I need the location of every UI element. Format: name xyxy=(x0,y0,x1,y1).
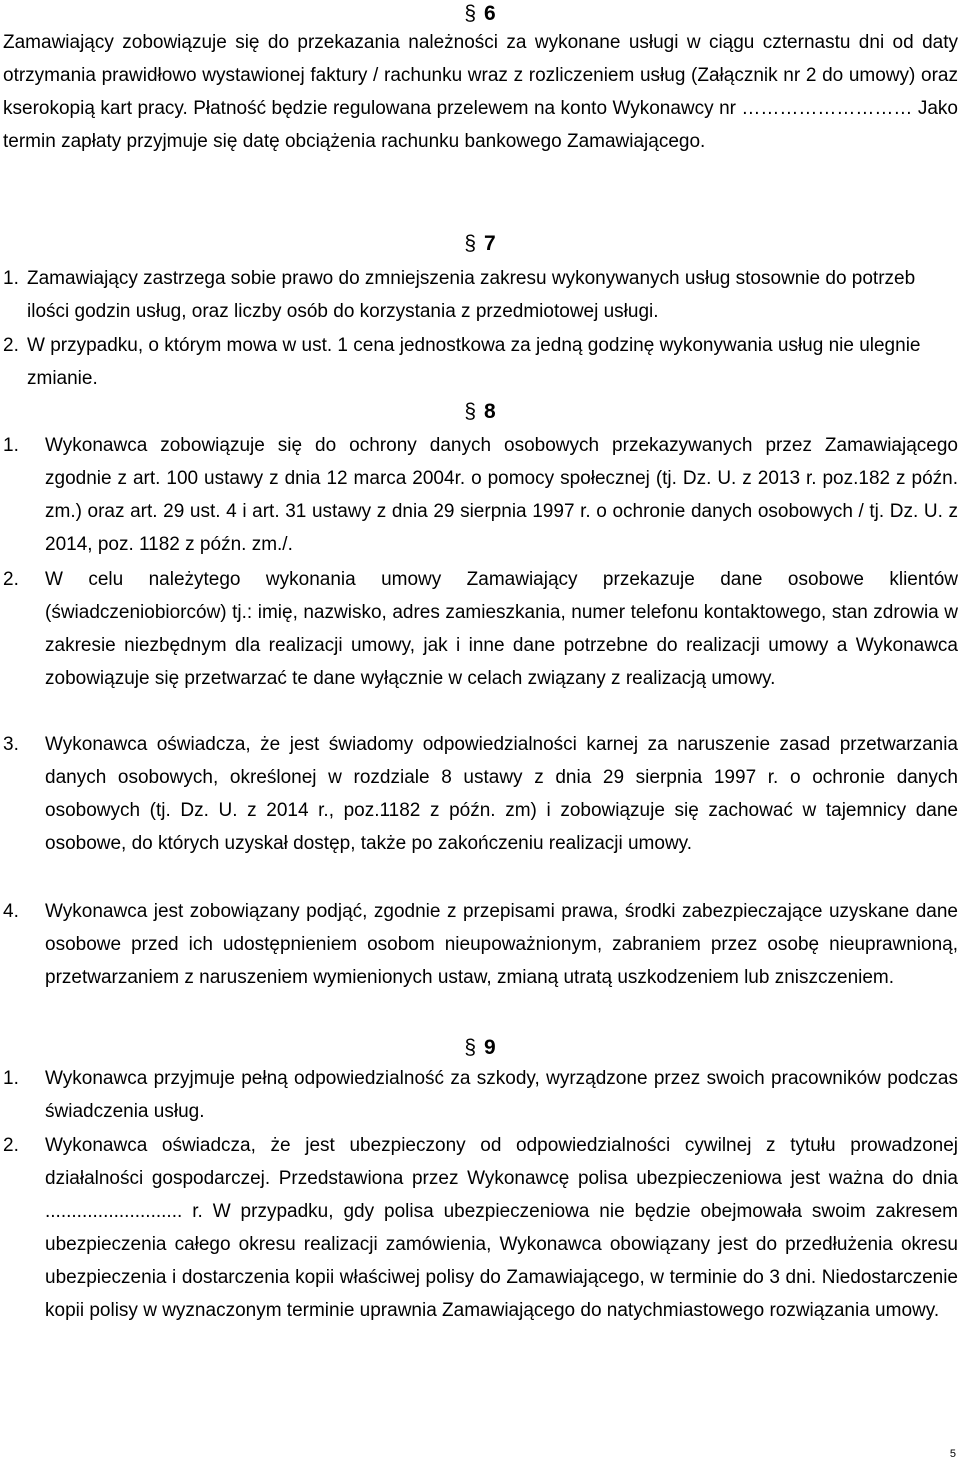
section-heading-7 xyxy=(0,232,960,256)
section-number: 9 xyxy=(484,1036,496,1059)
item-number: 1. xyxy=(3,435,19,456)
page-number: 5 xyxy=(949,1448,956,1460)
item-text: Wykonawca przyjmuje pełną odpowiedzialność za szkody, wyrządzone przez swoich pracowników podczas świadczenia usług. xyxy=(45,1068,958,1122)
item-number: 1. xyxy=(3,1068,19,1089)
section-symbol: § xyxy=(464,400,476,423)
item-text: W przypadku, o którym mowa w ust. 1 cena jednostkowa za jedną godzinę wykonywania usług nie ulegnie zmianie. xyxy=(27,335,921,389)
item-text: Zamawiający zastrzega sobie prawo do zmniejszenia zakresu wykonywanych usług stosownie do potrzeb ilości godzin usług, oraz liczby osób do korzystania z przedmiotowej usługi. xyxy=(27,268,916,322)
section-symbol: § xyxy=(464,232,476,255)
item-text: W celu należytego wykonania umowy Zamawiający przekazuje dane osobowe klientów (świadczeniobiorców) tj.: imię, nazwisko, adres zamieszkania, numer telefonu kontaktowego, stan zdrowia w zakresie niezbędnym dla realizacji umowy, jak i inne dane potrzebne do realizacji umowy a Wykonawca zobowiązuje się przetwarzać te dane wyłącznie w celach związany z realizacją umowy. xyxy=(45,569,958,689)
section-number: 6 xyxy=(484,2,496,25)
section-symbol: § xyxy=(464,2,476,25)
section-9-item-2 xyxy=(3,1129,958,1327)
section-heading-8 xyxy=(0,400,960,424)
item-number: 3. xyxy=(3,734,19,755)
item-number: 2. xyxy=(3,335,19,356)
item-text: Wykonawca oświadcza, że jest ubezpieczony od odpowiedzialności cywilnej z tytułu prowadzonej działalności gospodarczej. Przedstawiona przez Wykonawcę polisa ubezpieczeniowa jest ważna do dnia .......................... r. W przypadku, gdy polisa ubezpieczeniowa nie będzie obejmowała swoim zakresem ubezpieczenia całego okresu realizacji zamówienia, Wykonawca obowiązany jest do przedłużenia okresu ubezpieczenia i dostarczenia kopii właściwej polisy do Zamawiającego, w terminie do 3 dni. Niedostarczenie kopii polisy w wyznaczonym terminie uprawnia Zamawiającego do natychmiastowego rozwiązania umowy. xyxy=(45,1135,958,1321)
section-8-item-4 xyxy=(3,895,958,994)
section-7-item-1 xyxy=(3,262,958,328)
item-text: Wykonawca oświadcza, że jest świadomy odpowiedzialności karnej za naruszenie zasad przetwarzania danych osobowych, określonej w rozdziale 8 ustawy z dnia 29 sierpnia 1997 r. o ochronie danych osobowych (tj. Dz. U. z 2014 r., poz.1182 z późn. zm) i zobowiązuje się zachować w tajemnicy dane osobowe, do których uzyskał dostęp, także po zakończeniu realizacji umowy. xyxy=(45,734,958,854)
item-number: 2. xyxy=(3,1135,19,1156)
section-number: 8 xyxy=(484,400,496,423)
section-number: 7 xyxy=(484,232,496,255)
section-6-paragraph: Zamawiający zobowiązuje się do przekazania należności za wykonane usługi w ciągu czternastu dni od daty otrzymania prawidłowo wystawionej faktury / rachunku wraz z rozliczeniem usług (Załącznik nr 2 do umowy) oraz kserokopią kart pracy. Płatność będzie regulowana przelewem na konto Wykonawcy nr ……………………… Jako termin zapłaty przyjmuje się datę obciążenia rachunku bankowego Zamawiającego. xyxy=(3,32,958,152)
section-heading-6 xyxy=(0,2,960,26)
section-symbol: § xyxy=(464,1036,476,1059)
item-number: 2. xyxy=(3,569,19,590)
item-text: Wykonawca zobowiązuje się do ochrony danych osobowych przekazywanych przez Zamawiającego zgodnie z art. 100 ustawy z dnia 12 marca 2004r. o pomocy społecznej (tj. Dz. U. z 2013 r. poz.182 z późn. zm.) oraz art. 29 ust. 4 i art. 31 ustawy z dnia 29 sierpnia 1997 r. o ochronie danych osobowych / tj. Dz. U. z 2014, poz. 1182 z późn. zm./. xyxy=(45,435,958,555)
section-7-item-2 xyxy=(3,329,958,395)
section-8-item-2 xyxy=(3,563,958,695)
section-heading-9 xyxy=(0,1036,960,1060)
section-9-item-1 xyxy=(3,1062,958,1128)
item-text: Wykonawca jest zobowiązany podjąć, zgodnie z przepisami prawa, środki zabezpieczające uzyskane dane osobowe przed ich udostępnieniem osobom nieupoważnionym, zabraniem przez osobę nieuprawnioną, przetwarzaniem z naruszeniem wymienionych ustaw, zmianą utratą uszkodzeniem lub zniszczeniem. xyxy=(45,901,958,988)
item-number: 4. xyxy=(3,901,19,922)
section-8-item-1 xyxy=(3,429,958,561)
section-8-item-3 xyxy=(3,728,958,860)
item-number: 1. xyxy=(3,268,19,289)
